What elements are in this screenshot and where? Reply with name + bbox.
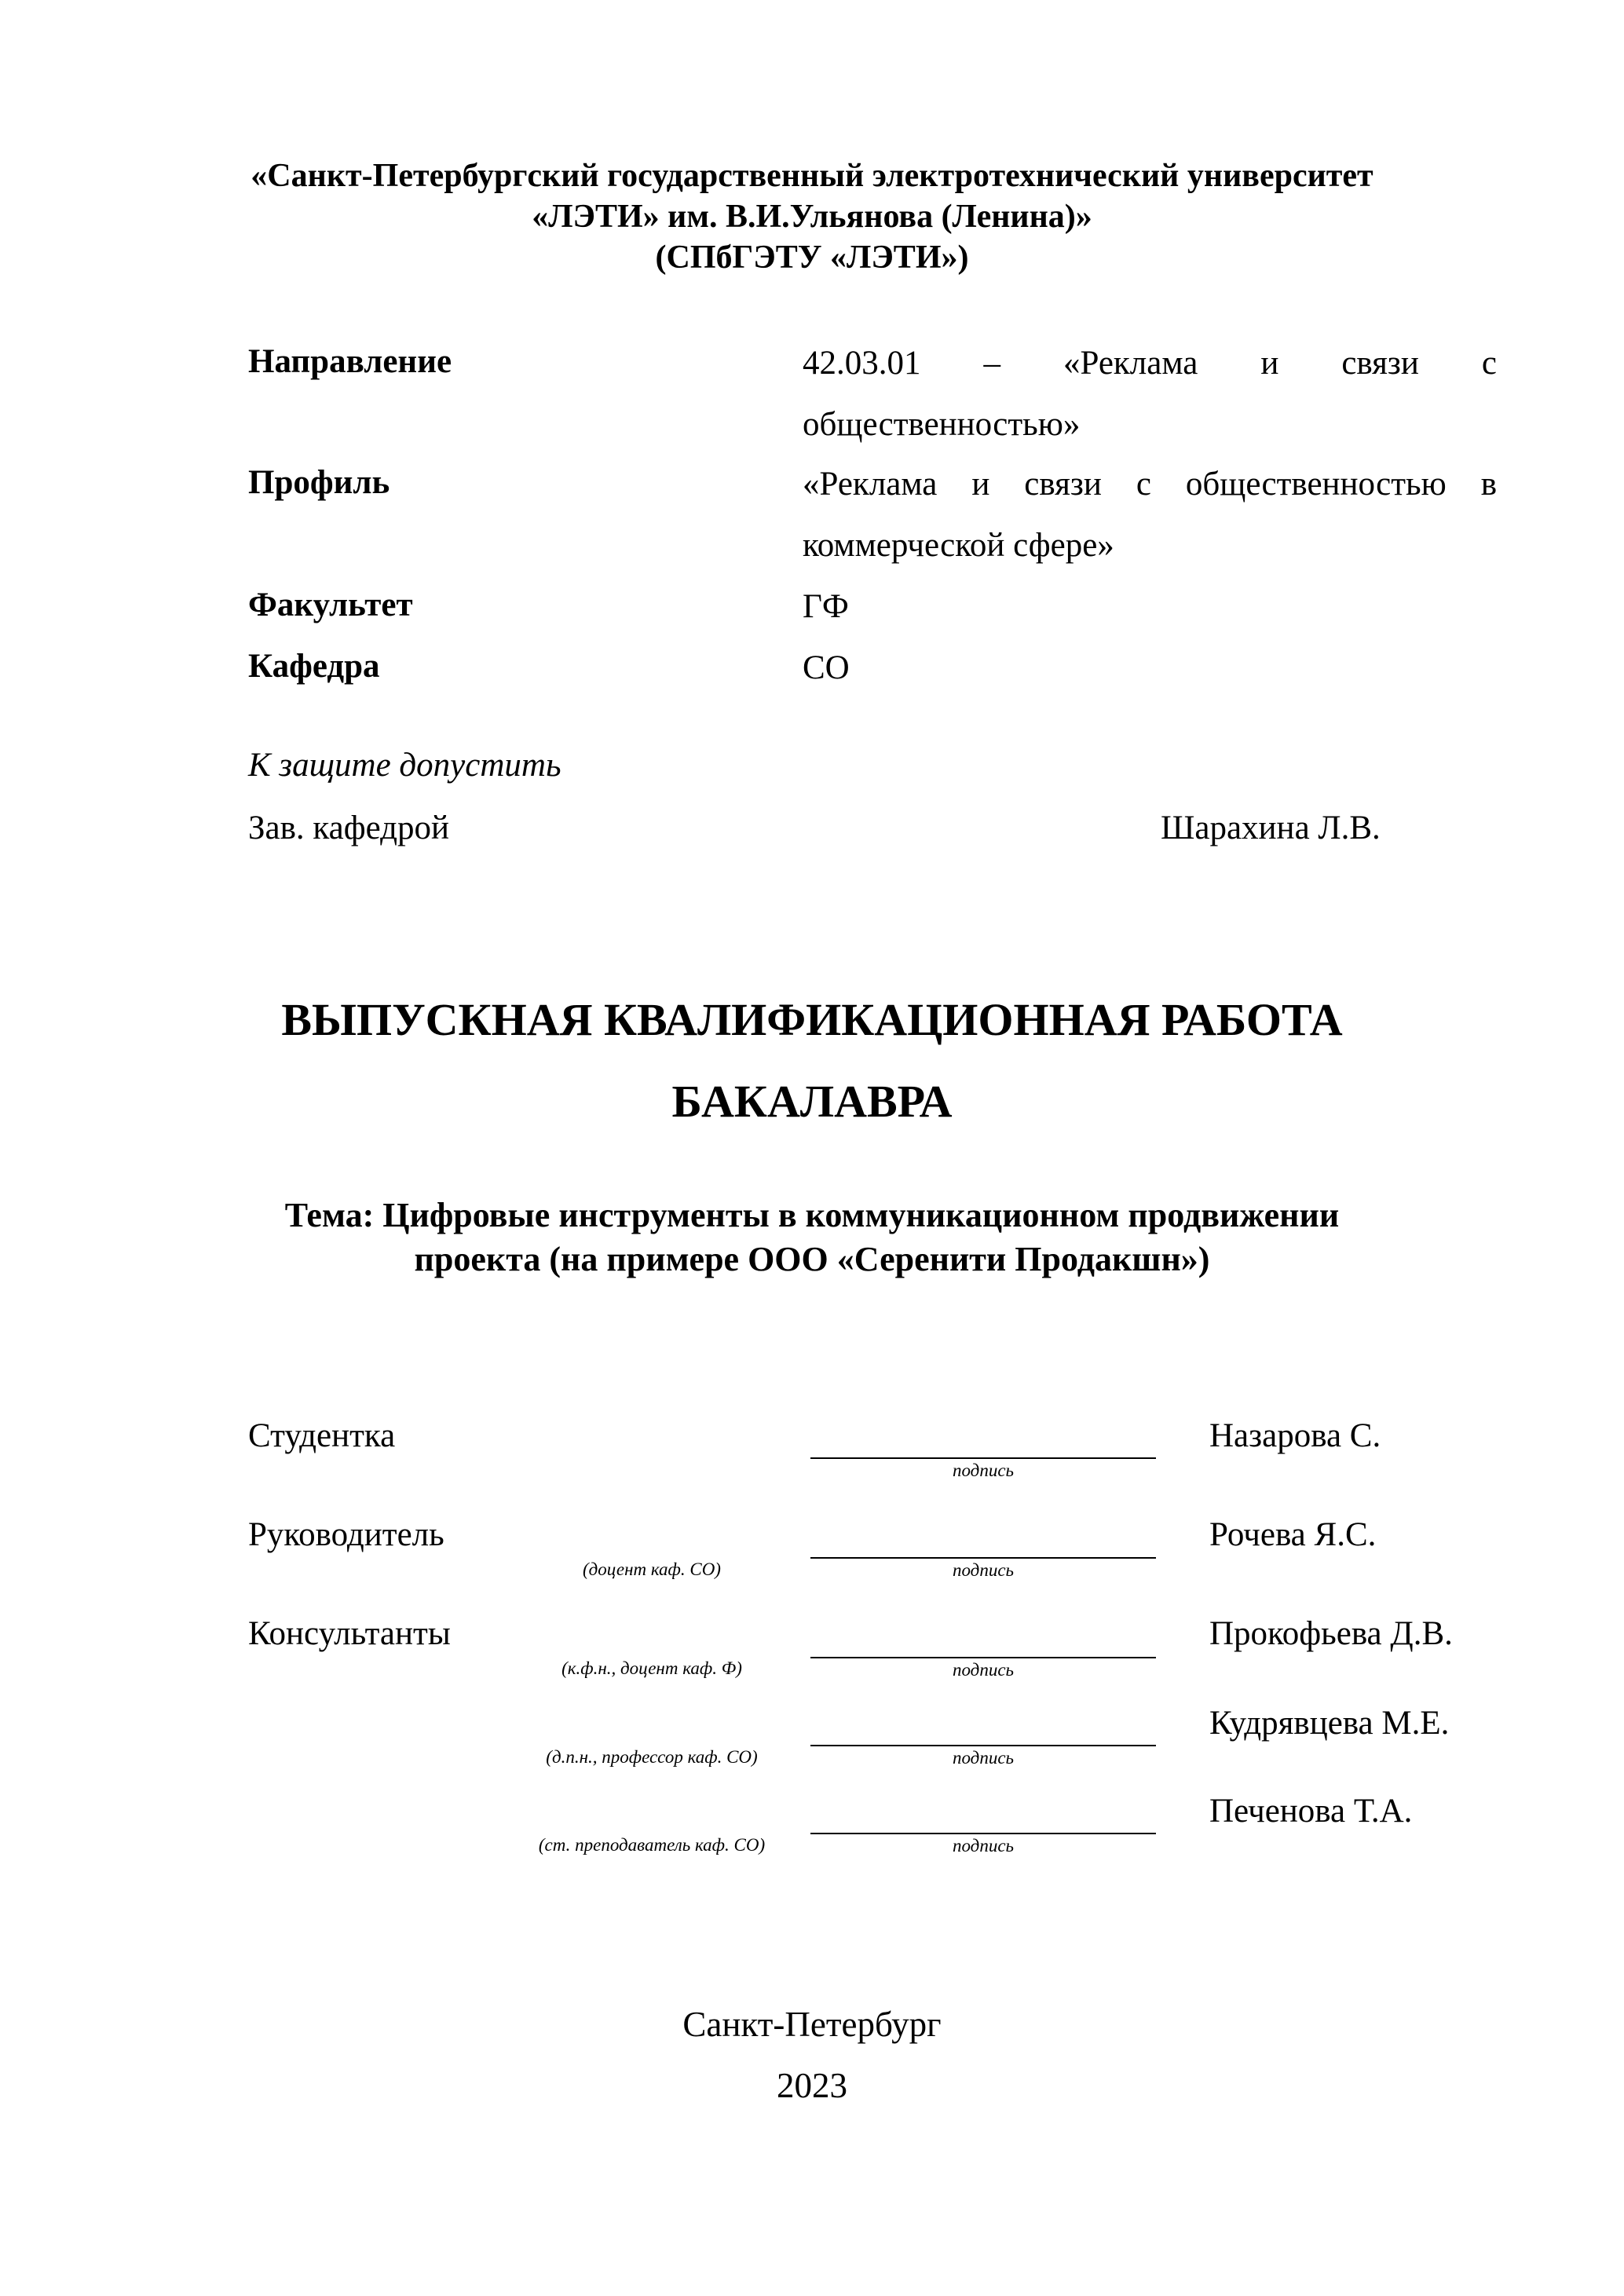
direction-value-line2: общественностью» [803, 406, 1081, 443]
supervisor-signature-line [810, 1557, 1156, 1559]
consultants-label: Консультанты [248, 1615, 451, 1652]
supervisor-signature-note: подпись [952, 1560, 1014, 1580]
consultant3-name: Печенова Т.А. [1209, 1793, 1413, 1830]
consultant3-role: (ст. преподаватель каф. СО) [538, 1835, 766, 1855]
student-name: Назарова С. [1209, 1417, 1381, 1454]
consultant1-name: Прокофьева Д.В. [1209, 1615, 1453, 1652]
university-abbreviation: (СПбГЭТУ «ЛЭТИ») [655, 239, 969, 276]
profile-value-line1: «Реклама и связи с общественностью в [803, 466, 1497, 503]
department-label: Кафедра [248, 648, 380, 685]
supervisor-role: (доцент каф. СО) [583, 1559, 721, 1579]
consultant2-role: (д.п.н., профессор каф. СО) [546, 1747, 758, 1767]
footer-year: 2023 [777, 2066, 847, 2105]
consultant1-role: (к.ф.н., доцент каф. Ф) [561, 1658, 742, 1678]
university-name-line2: «ЛЭТИ» им. В.И.Ульянова (Ленина)» [532, 199, 1092, 235]
consultant2-name: Кудрявцева М.Е. [1209, 1705, 1450, 1742]
consultant3-signature-note: подпись [952, 1836, 1014, 1855]
consultant3-signature-line [810, 1833, 1156, 1834]
supervisor-label: Руководитель [248, 1516, 444, 1553]
supervisor-name: Рочева Я.С. [1209, 1516, 1377, 1553]
student-label: Студентка [248, 1417, 396, 1454]
consultant1-signature-note: подпись [952, 1660, 1014, 1680]
student-signature-line [810, 1457, 1156, 1459]
faculty-value: ГФ [803, 588, 849, 625]
head-of-department-label: Зав. кафедрой [248, 810, 450, 846]
thesis-title-line1: ВЫПУСКНАЯ КВАЛИФИКАЦИОННАЯ РАБОТА [281, 994, 1343, 1045]
department-value: СО [803, 649, 850, 686]
faculty-label: Факультет [248, 587, 413, 623]
university-name-line1: «Санкт-Петербургский государственный электротехнический университет [251, 158, 1373, 194]
direction-value-line1: 42.03.01 – «Реклама и связи с [803, 345, 1497, 382]
student-signature-note: подпись [952, 1461, 1014, 1480]
head-of-department-name: Шарахина Л.В. [1161, 810, 1381, 846]
direction-label: Направление [248, 343, 452, 380]
consultant2-signature-note: подпись [952, 1748, 1014, 1768]
admit-to-defense-text: К защите допустить [248, 747, 561, 784]
profile-value-line2: коммерческой сфере» [803, 527, 1114, 564]
thesis-title-line2: БАКАЛАВРА [671, 1076, 953, 1127]
theme-line1: Тема: Цифровые инструменты в коммуникационном продвижении [284, 1196, 1340, 1234]
footer-city: Санкт-Петербург [682, 2005, 942, 2044]
profile-label: Профиль [248, 464, 390, 501]
consultant1-signature-line [810, 1657, 1156, 1658]
consultant2-signature-line [810, 1745, 1156, 1746]
theme-line2: проекта (на примере ООО «Серенити Продакшн») [414, 1240, 1210, 1278]
